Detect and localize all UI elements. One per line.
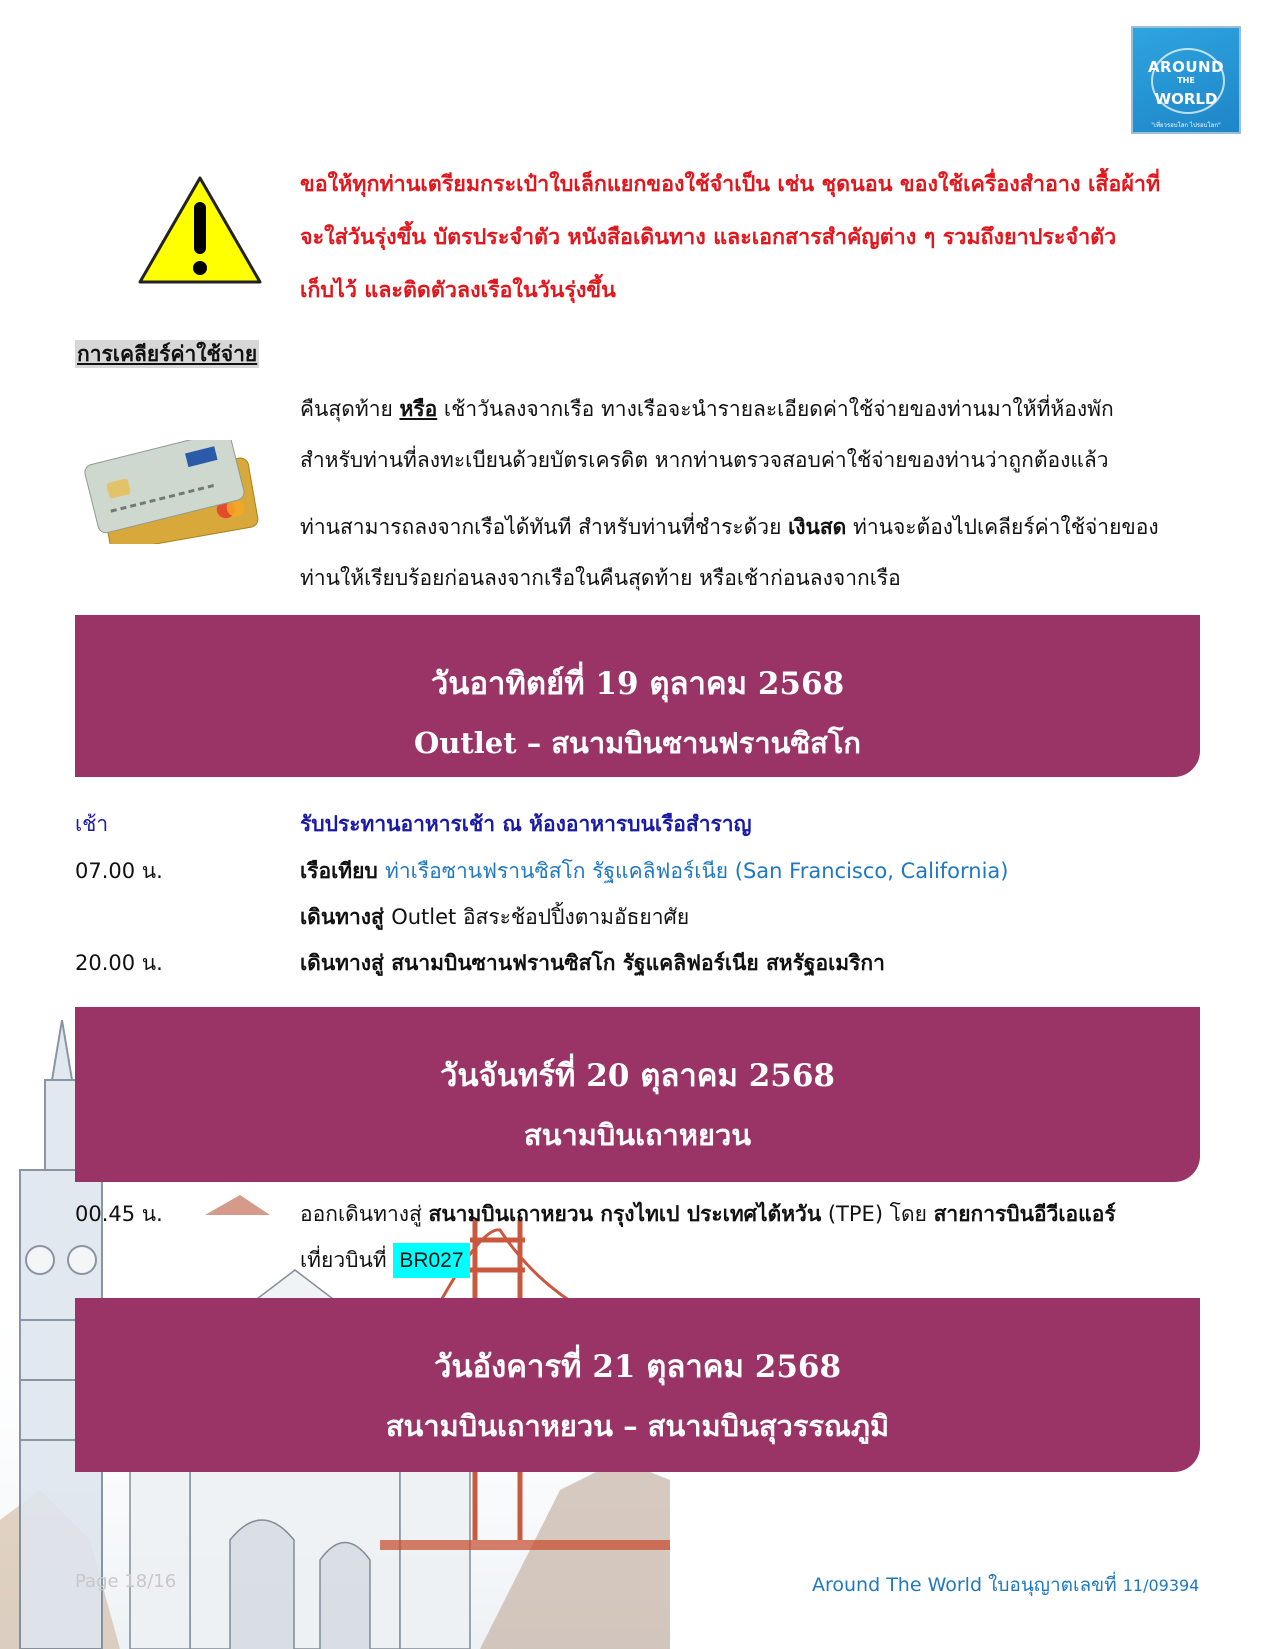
license-number: 11/09394 — [1122, 1576, 1200, 1595]
warning-icon — [136, 174, 264, 286]
footer-brand: Around The World — [812, 1574, 983, 1596]
schedule-description: เที่ยวบินที่ BR027 — [300, 1244, 470, 1277]
warning-line: เก็บไว้ และติดตัวลงเรือในวันรุ่งขึ้น — [300, 278, 616, 303]
schedule-time: เช้า — [75, 812, 109, 836]
expenses-paragraph-line: ท่านให้เรียบร้อยก่อนลงจากเรือในคืนสุดท้าย หรือเช้าก่อนลงจากเรือ — [300, 566, 901, 590]
expenses-paragraph-line: คืนสุดท้าย หรือ เช้าวันลงจากเรือ ทางเรือจะนำรายละเอียดค่าใช้จ่ายของท่านมาให้ที่ห้องพัก — [300, 397, 1114, 421]
schedule-description: รับประทานอาหารเช้า ณ ห้องอาหารบนเรือสำราญ — [300, 812, 752, 836]
day-banner — [75, 1298, 1200, 1472]
cash-emphasis: เงินสด — [788, 515, 847, 539]
credit-card-icon — [82, 440, 266, 544]
schedule-description: เรือเทียบ ท่าเรือซานฟรานซิสโก รัฐแคลิฟอร์เนีย (San Francisco, California) — [300, 859, 1009, 883]
schedule-time: 20.00 น. — [75, 951, 163, 975]
warning-line: จะใส่วันรุ่งขึ้น บัตรประจำตัว หนังสือเดินทาง และเอกสารสำคัญต่าง ๆ รวมถึงยาประจำตัว — [300, 225, 1117, 250]
warning-line: ขอให้ทุกท่านเตรียมกระเป๋าใบเล็กแยกของใช้จำเป็น เช่น ชุดนอน ของใช้เครื่องสำอาง เสื้อผ้าที่ — [300, 172, 1161, 197]
day-banner — [75, 615, 1200, 777]
schedule-time: 00.45 น. — [75, 1202, 163, 1226]
footer-license: Around The World ใบอนุญาตเลขที่ 11/09394 — [812, 1574, 1200, 1596]
day-date: วันอาทิตย์ที่ 19 ตุลาคม 2568 — [430, 666, 845, 702]
warning-notice — [300, 158, 1205, 317]
day-route: สนามบินเถาหยวน – สนามบินสุวรรณภูมิ — [385, 1409, 890, 1443]
schedule-description: ออกเดินทางสู่ สนามบินเถาหยวน กรุงไทเป ประเทศไต้หวัน (TPE) โดย สายการบินอีวีเอแอร์ — [300, 1202, 1116, 1226]
day-route: สนามบินเถาหยวน — [523, 1118, 752, 1152]
schedule-time: 07.00 น. — [75, 859, 163, 883]
day-route: Outlet – สนามบินซานฟรานซิสโก — [414, 726, 861, 760]
expenses-heading: การเคลียร์ค่าใช้จ่าย — [77, 342, 258, 366]
port-location-link[interactable]: ท่าเรือซานฟรานซิสโก รัฐแคลิฟอร์เนีย (San Francisco, California) — [385, 859, 1009, 883]
day-date: วันจันทร์ที่ 20 ตุลาคม 2568 — [440, 1058, 835, 1094]
company-logo: AROUND THE WORLD "เที่ยวรอบโลก ไปรอบโลก" — [1131, 26, 1241, 134]
day-date: วันอังคารที่ 21 ตุลาคม 2568 — [433, 1349, 842, 1385]
page-number: Page 18/16 — [75, 1571, 177, 1592]
day-banner — [75, 1007, 1200, 1182]
schedule-description: เดินทางสู่ สนามบินซานฟรานซิสโก รัฐแคลิฟอร์เนีย สหรัฐอเมริกา — [300, 951, 885, 975]
expenses-paragraph-line: สำหรับท่านที่ลงทะเบียนด้วยบัตรเครดิต หากท่านตรวจสอบค่าใช้จ่ายของท่านว่าถูกต้องแล้ว — [300, 448, 1109, 472]
or-emphasis: หรือ — [399, 397, 438, 421]
schedule-description: เดินทางสู่ Outlet อิสระช้อปปิ้งตามอัธยาศัย — [300, 905, 690, 929]
expenses-paragraph-line: ท่านสามารถลงจากเรือได้ทันที สำหรับท่านที่ชำระด้วย เงินสด ท่านจะต้องไปเคลียร์ค่าใช้จ่ายของ — [300, 515, 1159, 539]
flight-number-highlight: BR027 — [393, 1243, 469, 1278]
